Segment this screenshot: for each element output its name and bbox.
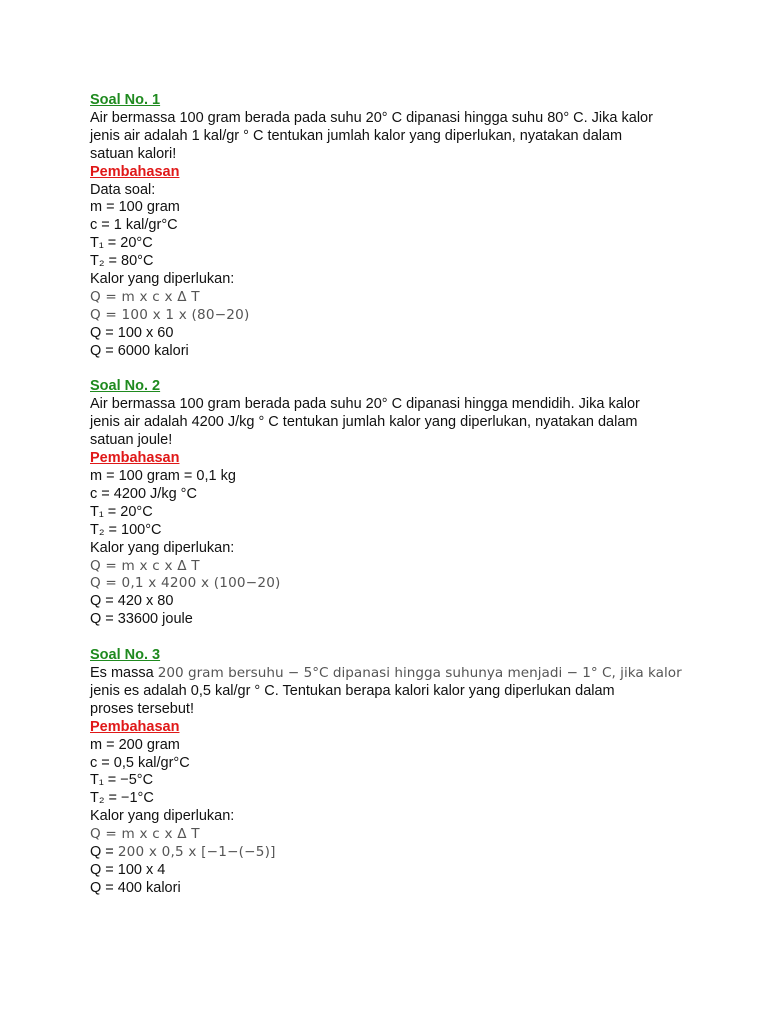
question-line: jenis air adalah 1 kal/gr ° C tentukan jumlah kalor yang diperlukan, nyatakan dalam (90, 127, 623, 144)
result-line: Q = 6000 kalori (90, 342, 189, 359)
solution-line: c = 1 kal/gr°C (90, 217, 178, 234)
solution-line: Data soal: (90, 181, 156, 198)
solution-line: m = 100 gram (90, 199, 180, 216)
formula-text: 200 x 0,5 x [−1−(−5)] (117, 844, 276, 861)
section-gap (90, 629, 710, 647)
solution-line: T₂ = 80°C (90, 253, 154, 270)
question-line: satuan kalori! (90, 145, 177, 162)
solution-line: T₁ = 20°C (90, 503, 153, 520)
problem-3 (90, 647, 710, 898)
solution-line: m = 100 gram = 0,1 kg (90, 468, 236, 485)
solution-line: T₁ = −5°C (90, 772, 154, 789)
solution-line: Kalor yang diperlukan: (90, 271, 235, 288)
solution-line: T₂ = 100°C (90, 521, 162, 538)
solution-title: Pembahasan (90, 450, 180, 467)
section-gap (90, 361, 710, 379)
formula-prefix: Q = (90, 844, 118, 861)
solution-line: T₁ = 20°C (90, 235, 153, 252)
result-line: Q = 400 kalori (90, 879, 181, 896)
formula-line (90, 844, 710, 862)
question-text: Es massa (90, 664, 158, 681)
solution-line: c = 4200 J/kg °C (90, 485, 197, 502)
solution-line: c = 0,5 kal/gr°C (90, 754, 190, 771)
solution-title: Pembahasan (90, 163, 180, 180)
solution-line: Kalor yang diperlukan: (90, 808, 235, 825)
problem-1 (90, 92, 710, 361)
question-line: proses tersebut! (90, 700, 194, 717)
solution-line: Q = 100 x 4 (90, 861, 166, 878)
problem-2 (90, 378, 710, 629)
formula-line: Q = 0,1 x 4200 x (100−20) (90, 575, 281, 592)
solution-title: Pembahasan (90, 718, 180, 735)
question-line: jenis es adalah 0,5 kal/gr ° C. Tentukan berapa kalori kalor yang diperlukan dalam (90, 682, 615, 699)
formula-line: Q = m x c x Δ T (90, 557, 200, 574)
formula-line: Q = 100 x 1 x (80−20) (90, 306, 250, 323)
solution-line: T₂ = −1°C (90, 790, 154, 807)
solution-line: Q = 420 x 80 (90, 593, 174, 610)
formula-line: Q = m x c x Δ T (90, 826, 200, 843)
solution-line: Q = 100 x 60 (90, 324, 174, 341)
question-line: jenis air adalah 4200 J/kg ° C tentukan jumlah kalor yang diperlukan, nyatakan dalam (90, 414, 638, 431)
problem-title: Soal No. 2 (90, 378, 161, 395)
result-line: Q = 33600 joule (90, 611, 193, 628)
formula-line: Q = m x c x Δ T (90, 288, 200, 305)
document-body (90, 92, 710, 898)
solution-line: Kalor yang diperlukan: (90, 539, 235, 556)
question-line: satuan joule! (90, 432, 173, 449)
solution-line: m = 200 gram (90, 736, 180, 753)
question-line (90, 665, 710, 683)
question-text: 200 gram bersuhu − 5°C dipanasi hingga suhunya menjadi − 1° C, jika kalor (157, 664, 682, 681)
problem-title: Soal No. 3 (90, 647, 161, 664)
problem-title: Soal No. 1 (90, 92, 161, 108)
question-line: Air bermassa 100 gram berada pada suhu 20° C dipanasi hingga suhu 80° C. Jika kalor (90, 109, 653, 126)
question-line: Air bermassa 100 gram berada pada suhu 20° C dipanasi hingga mendidih. Jika kalor (90, 396, 640, 413)
